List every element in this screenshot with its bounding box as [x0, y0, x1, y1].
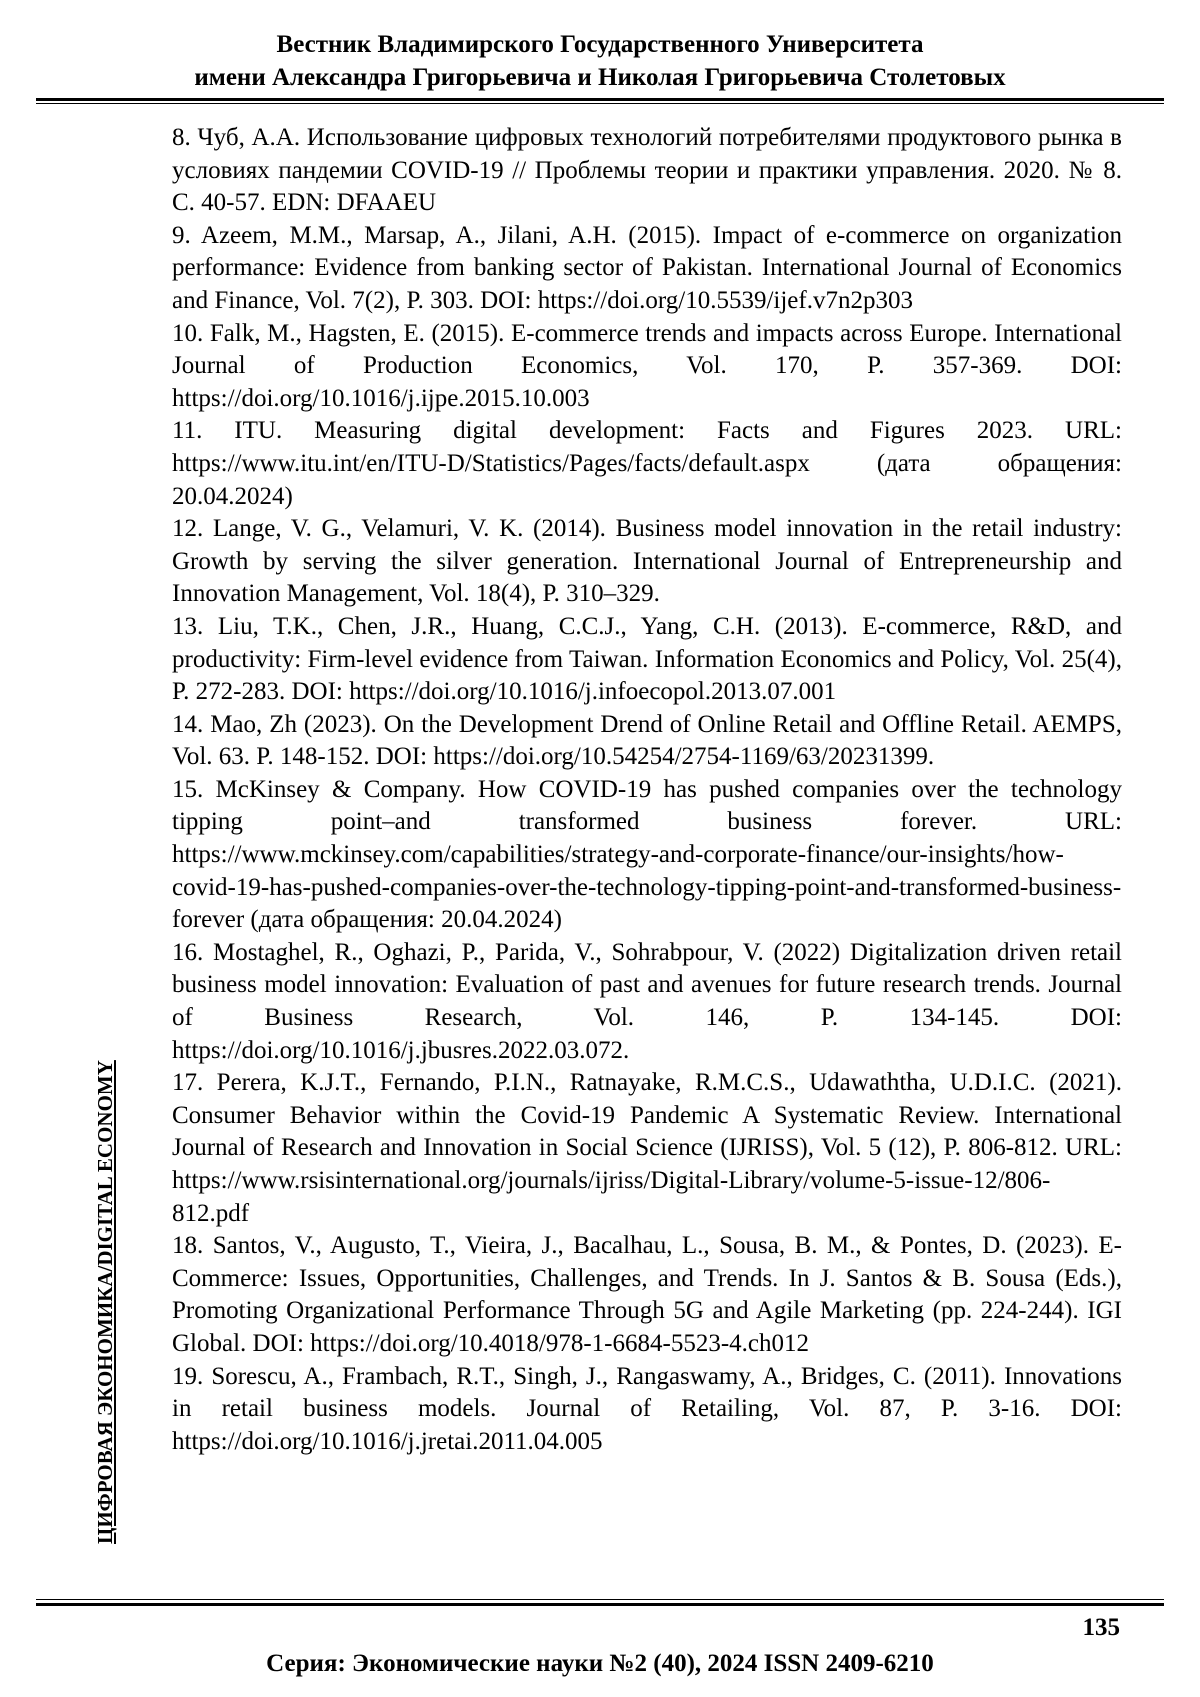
reference-item-16: [172, 937, 1122, 1067]
reference-link[interactable]: https://doi.org/10.1016/j.ijpe.2015.10.003: [172, 385, 590, 412]
reference-text: 17. Perera, K.J.T., Fernando, P.I.N., Ratnayake, R.M.C.S., Udawaththa, U.D.I.C. (2021). Consumer Behavior within the Covid-19 Pandemic A Systematic Review. International Journal of Research and Innovation in Social Science (IJRISS), Vol. 5 (12), P. 806-812. URL:: [172, 1069, 1122, 1161]
reference-item-10: [172, 318, 1122, 416]
reference-text: 8. Чуб, А.А. Использование цифровых технологий потребителями продуктового рынка в условиях пандемии COVID-19 // Проблемы теории и практики управления. 2020. № 8. С. 40-57. EDN: DFAAEU: [172, 124, 1122, 216]
header-rule-thin: [36, 103, 1164, 104]
reference-link[interactable]: https://www.itu.int/en/ITU-D/Statistics/Pages/facts/default.aspx (дата обращения: 20.04.2024): [172, 450, 1122, 510]
reference-text: 9. Azeem, M.M., Marsap, A., Jilani, A.H. (2015). Impact of e-commerce on organization performance: Evidence from banking sector of Pakistan. International Journal of Economics and Finance, Vol. 7(2), P. 303. DOI:: [172, 222, 1122, 314]
reference-link[interactable]: https://doi.org/10.1016/j.infoecopol.2013.07.001: [349, 678, 836, 705]
reference-item-15: [172, 774, 1122, 937]
reference-link[interactable]: https://doi.org/10.1016/j.jbusres.2022.03.072.: [172, 1037, 629, 1064]
reference-item-18: [172, 1230, 1122, 1360]
footer-rule-thin: [36, 1599, 1164, 1600]
journal-title-line-2: имени Александра Григорьевича и Николая Григорьевича Столетовых: [40, 61, 1160, 94]
reference-list: [172, 122, 1122, 1458]
reference-item-12: [172, 513, 1122, 611]
reference-link[interactable]: https://doi.org/10.1016/j.jretai.2011.04.005: [172, 1428, 603, 1455]
reference-text: 18. Santos, V., Augusto, T., Vieira, J., Bacalhau, L., Sousa, B. M., & Pontes, D. (2023). E-Commerce: Issues, Opportunities, Challenges, and Trends. In J. Santos & B. Sousa (Eds.), Promoting Organizational Performance Through 5G and Agile Marketing (pp. 224-244). IGI Global. DOI:: [172, 1232, 1122, 1357]
reference-text: 19. Sorescu, A., Frambach, R.T., Singh, J., Rangaswamy, A., Bridges, C. (2011). Innovations in retail business models. Journal of Retailing, Vol. 87, P. 3-16. DOI:: [172, 1363, 1122, 1423]
reference-text: 10. Falk, M., Hagsten, E. (2015). E-commerce trends and impacts across Europe. International Journal of Production Economics, Vol. 170, P. 357-369. DOI:: [172, 320, 1122, 380]
reference-link[interactable]: https://doi.org/10.54254/2754-1169/63/20231399.: [433, 743, 934, 770]
reference-text: 14. Mao, Zh (2023). On the Development Drend of Online Retail and Offline Retail. AEMPS, Vol. 63. P. 148-152. DOI:: [172, 711, 1122, 771]
reference-item-13: [172, 611, 1122, 709]
section-side-label: ЦИФРОВАЯ ЭКОНОМИКА/DIGITAL ECONOMY: [88, 1024, 122, 1544]
journal-header: [40, 28, 1160, 94]
reference-item-17: [172, 1067, 1122, 1230]
journal-title-line-1: Вестник Владимирского Государственного Университета: [40, 28, 1160, 61]
reference-item-14: [172, 709, 1122, 774]
reference-link[interactable]: https://www.rsisinternational.org/journals/ijriss/Digital-Library/volume-5-issue-12/806-812.pdf: [172, 1167, 1050, 1227]
reference-item-11: [172, 415, 1122, 513]
page-number: 135: [1083, 1612, 1121, 1644]
reference-item-19: [172, 1361, 1122, 1459]
reference-text: 11. ITU. Measuring digital development: Facts and Figures 2023. URL:: [172, 417, 1122, 444]
reference-item-8: [172, 122, 1122, 220]
reference-text: 16. Mostaghel, R., Oghazi, P., Parida, V., Sohrabpour, V. (2022) Digitalization driven retail business model innovation: Evaluation of past and avenues for future research trends. Journal of Business Research, Vol. 146, P. 134-145. DOI:: [172, 939, 1122, 1031]
footer-rule-thick: [36, 1603, 1164, 1606]
reference-link[interactable]: https://doi.org/10.4018/978-1-6684-5523-4.ch012: [310, 1330, 809, 1357]
series-footer: Серия: Экономические науки №2 (40), 2024 ISSN 2409-6210: [40, 1648, 1160, 1680]
reference-text: 12. Lange, V. G., Velamuri, V. K. (2014). Business model innovation in the retail industry: Growth by serving the silver generation. International Journal of Entrepreneurship and Innovation Management, Vol. 18(4), P. 310–329.: [172, 515, 1122, 607]
reference-item-9: [172, 220, 1122, 318]
header-rule-thick: [36, 98, 1164, 101]
reference-link[interactable]: https://www.mckinsey.com/capabilities/strategy-and-corporate-finance/our-insights/how-covid-19-has-pushed-companies-over-the-technology-tipping-point-and-transformed-business-forever (дата обращения: 20.04.2024): [172, 841, 1121, 933]
reference-link[interactable]: https://doi.org/10.5539/ijef.v7n2p303: [538, 287, 913, 314]
reference-text: 15. McKinsey & Company. How COVID-19 has pushed companies over the technology tipping point–and transformed business forever. URL:: [172, 776, 1122, 836]
reference-text: 13. Liu, T.K., Chen, J.R., Huang, C.C.J., Yang, C.H. (2013). E-commerce, R&D, and productivity: Firm-level evidence from Taiwan. Information Economics and Policy, Vol. 25(4), P. 272-283. DOI:: [172, 613, 1122, 705]
